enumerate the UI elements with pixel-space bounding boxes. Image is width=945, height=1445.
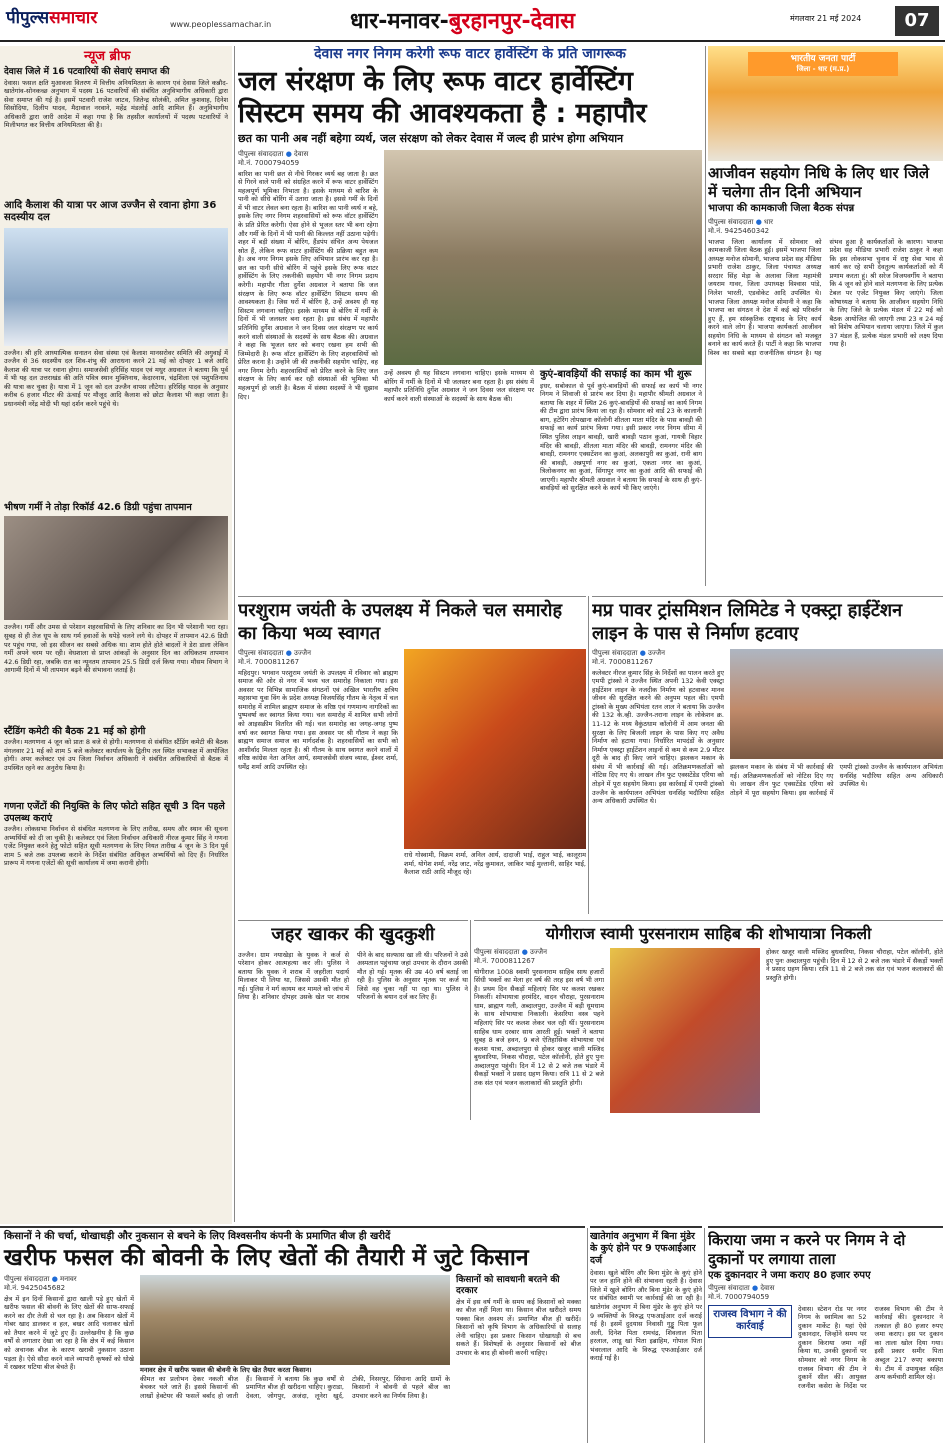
bjp-body: भाजपा जिला कार्यालय में सोमवार को कामकाजी जिला बैठक हुई। इसमें भाजपा जिला अध्यक्ष मनोज सोमानी, भाजपा प्रदेश सह मीडिया प्रभारी राजेश ठाकुर, जिला पंचायत अध्यक्ष सरदार सिंह मेड़ा के अलावा जिला महामंत्री जयराम गावर, जिला उपाध्यक्ष विश्वास पांडे, निलेश भारती, एडवोकेट आदि उपस्थित थे। भाजपा जिला अध्यक्ष मनोज सोमानी ने कहा कि भाजपा का संगठन ने देश में कई बड़े परिवर्तन हुए हैं, हम सांस्कृतिक राष्ट्रवाद के लिए कार्य करने वाले लोग हैं। भाजपा कार्यकर्ता आजीवन सहयोग निधि के माध्यम से संगठन को मजबूत बनाने का कार्य करते हैं। पार्टी ने कहा कि भाजपा विश्व का सबसे बड़ा राजनीतिक संगठन है। यह संभव हुआ है कार्यकर्ताओं के कारण। भाजपा प्रदेश सह मीडिया प्रभारी राजेश ठाकुर ने कहा कि इस लोकसभा चुनाव में राष्ट्र सेवा भाव से कार्य कर रहे सभी देवतुल्य कार्यकर्ताओं को मैं प्रणाम करता हूं। श्री सरेज विजयवर्गीय ने बताया कि 4 जून को होने वाले मतगणना के लिए प्रत्येक टेबल पर एजेंट नियुक्त किए जाएंगे। जिला कोषाध्यक्ष ने बताया कि आजीवन सहयोग निधि के लिए जिले के प्रत्येक मंडल में 22 मई को बैठक आयोजित की जाएगी तथा 23 व 24 मई को विशेष अभियान चलाया जाएगा। जिले में कुल 37 मंडल हैं, प्रत्येक मंडल प्रभारी को लक्ष्य दिया गया है। bbox=[708, 237, 943, 358]
parshuram-story bbox=[238, 596, 586, 914]
suicide-headline: जहर खाकर की खुदकुशी bbox=[271, 924, 435, 945]
lead-body-cont: उन्हें अवश्य ही यह सिस्टम लगवाना चाहिए। इसके माध्यम से बोरिंग में गर्मी के दिनों में भी जलस्तर बना रहता है। इस संबंध में महापौर प्रतिनिधि दुर्गेश अग्रवाल ने जन दिवस जल संरक्षण पर कार्य करने वाली संस्थाओं के सदस्यों के साथ बैठक की। bbox=[384, 369, 534, 403]
building-demolition-photo bbox=[730, 649, 943, 759]
lead-kicker: देवास नगर निगम करेगी रूफ वाटर हार्वेस्टिंग के प्रति जागरूक bbox=[314, 46, 626, 62]
yogiraj-body-cont: होकर खजूर वाली मस्जिद बुधवारिया, निकस चौराहा, पटेल कॉलोनी, होते हुए पुनः अब्दालपुरा पहुंची। दिन में 12 से 2 बजे तक भंडारे में सैकड़ों भक्तों ने प्रसाद ग्रहण किया। रात्रि 11 से 2 बजे तक संत एवं भजन कलाकारों की प्रस्तुति होगी। bbox=[766, 948, 943, 982]
revenue-dept-box: राजस्व विभाग ने की कार्रवाई bbox=[708, 1305, 792, 1338]
farmers-subhead: किसानों को सावधानी बरतने की दरकार bbox=[456, 1275, 560, 1297]
lead-deck: छत का पानी अब नहीं बहेगा व्यर्थ, जल संरक्षण को लेकर देवास में जल्द ही प्रारंभ होगा अभियान bbox=[238, 132, 624, 146]
lead-headline: जल संरक्षण के लिए रूफ वाटर हार्वेस्टिंग सिस्टम समय की आवश्यकता है : महापौर bbox=[238, 65, 647, 129]
farmers-mobile: मो.नं. 9425045682 bbox=[4, 1283, 66, 1292]
yogiraj-headline: योगीराज स्वामी पुरसनाराम साहिब की शोभायात्रा निकली bbox=[545, 924, 872, 943]
yogiraj-mobile: मो.नं. 7000811267 bbox=[474, 956, 536, 965]
lead-body-2: इधर, सबोकाल से पूर्व कुएं-बावड़ियों की सफाई का कार्य भी नगर निगम ने शिवाजी से प्रारंभ कर दिया है। महापौर श्रीमती अग्रवाल ने बताया कि शहर में स्थित 26 कुएं-बावड़ियों की सफाई का कार्य निगम की टीम द्वारा प्रारंभ किया जा रहा है। सोमवार को वार्ड 23 के कालानी बाग, हटेरिंग तोपखाना कॉलोनी शीतला माता मंदिर के पास बावड़ी की सफाई का कार्य प्रारंभ किया गया। इसी प्रकार नगर निगम सीमा में स्थित पुलिस लाइन बावड़ी, खारी बावड़ी पठान कुआं, गायत्री विहार मंदिर की बावड़ी, शीतला माता मंदिर की बावड़ी, रामनगर मंदिर की बावड़ी, रामनगर एक्सटेंशन का कुआं, अलकापुरी का कुआं, रानी बाग की बावड़ी, अन्नपूर्णा नगर का कुआं, एकता नगर का कुआं, त्रिलोकनगर का कुआं, सिंगापुर नगर का कुआं आदि की सफाई की जाएगी। महापौर श्रीमती अग्रवाल ने बताया कि सफाई के साथ ही कुएं-बावड़ियों को सुरक्षित करने के कार्य भी किए जाएंगे। bbox=[540, 381, 702, 493]
brief-text-5: उज्जैन। लोकसभा निर्वाचन से संबंधित मतगणना के लिए तारीख, समय और स्थान की सूचना अभ्यर्थियों को दी जा चुकी है। कलेक्टर एवं जिला निर्वाचन अधिकारी नीरज कुमार सिंह ने गणना एजेंट नियुक्त करने हेतु फोटो सहित सूची मतगणना के लिए नियत तारीख 4 जून के 3 दिन पूर्व शाम 5 बजे तक उपलब्ध कराने के निर्देश संबंधित अधिकृत अभ्यर्थियों को दिए हैं। निर्धारित प्रारूप में गणना एजेंटों की सूची कार्यालय में जमा करानी होगी। bbox=[4, 825, 228, 868]
brief-text-1: देवास। फसल क्षति मुआवजा वितरण में वित्तीय अनियमितता के कारण एवं देवास जिले कन्नौद-खातेगांव-सोनकच्छ अनुभाग में पदस्थ 16 पटवारियों की संबंधित अनुविभागीय अधिकारी द्वारा सेवा समाप्त की गई है। इसमें पटवारी राजेश जाटव, जितेन्द्र सोलंकी, अमित कुशवाह, दिनेश सिसोदिया, दिलीप यादव, मैदावाल नरवाने, महेंद्र मंडलोई आदि शामिल हैं। अनुविभागीय अधिकारी द्वारा जारी आदेश में कहा गया है कि तहसील कार्यालयों में पदस्थ पटवारियों ने मिलीभगत कर वित्तीय अनियमितता की है। bbox=[4, 78, 228, 130]
brief-headline-5: गणना एजेंटों की नियुक्ति के लिए फोटो सहित सूची 3 दिन पहले उपलब्ध कराएं bbox=[4, 801, 225, 825]
bjp-mobile: मो.नं. 9425460342 bbox=[708, 226, 770, 235]
yogiraj-byline: पीपुल्स संवाददाता ● उज्जैन bbox=[474, 948, 547, 956]
bore-well-story bbox=[590, 1226, 702, 1443]
brief-headline-2: आदि कैलाश की यात्रा पर आज उज्जैन से रवाना होगा 36 सदस्यीय दल bbox=[4, 199, 217, 223]
farmers-body-2: कीमत का प्रलोभन देकर नकली बीज बेचकर चले जाते हैं। इससे किसानों की लाखों हेक्टेयर की फसलें बर्बाद हो जाती हैं। किसानों ने बताया कि कुछ वर्षों से प्रमाणित बीज ही खरीदना चाहिए। कुराडा, देवला, जोगपुर, अजंदा, लूनेरा खुर्द, टोकी, निसरपुर, सिंघाना आदि ग्रामों के किसानों ने बोवनी से पहले बीज का उपचार करने का निर्णय लिया है। bbox=[140, 1374, 450, 1400]
news-brief-label: न्यूज ब्रीफ bbox=[84, 49, 131, 64]
farmers-headline: खरीफ फसल की बोवनी के लिए खेतों की तैयारी में जुटे किसान bbox=[4, 1244, 529, 1271]
issue-date: मंगलवार 21 मई 2024 bbox=[790, 14, 862, 23]
brief-headline-4: स्टैंडिंग कमेटी की बैठक 21 मई को होगी bbox=[4, 726, 146, 738]
edition-title: धार-मनावर-बुरहानपुर-देवास bbox=[350, 9, 576, 34]
website-link[interactable]: www.peoplessamachar.in bbox=[170, 20, 272, 29]
rent-headline: किराया जमा न करने पर निगम ने दो दुकानों पर लगाया ताला bbox=[708, 1231, 906, 1268]
parshuram-headline: परशुराम जयंती के उपलक्ष्य में निकले चल समारोह का किया भव्य स्वागत bbox=[238, 600, 563, 644]
bjp-deck: भाजपा की कामकाजी जिला बैठक संपन्न bbox=[708, 202, 855, 214]
farmers-story bbox=[0, 1226, 585, 1443]
transmission-mobile: मो.नं. 7000811267 bbox=[592, 657, 654, 666]
suicide-story bbox=[238, 920, 468, 1120]
parshuram-body: महिदपुर। भगवान परशुराम जयंती के उपलक्ष्य में रविवार को ब्राह्मण समाज की ओर से नगर में भव्य चल समारोह निकाला गया। इस अवसर पर विभिन्न सामाजिक संगठनों एवं अखिल भारतीय क्षत्रिय महासभा युवा विंग के प्रदेश अध्यक्ष विजयसिंह गौतम के नेतृत्व में चल समारोह में शामिल ब्राह्मण समाज के वरिष्ठ एवं गणमान्य नागरिकों का पुष्पवर्षा कर स्वागत किया गया। चल समारोह में शामिल सभी लोगों को आइसक्रीम वितरित की गई। चल समारोह का जगह-जगह पुष्प वर्षा कर स्वागत किया गया। इस अवसर पर श्री गौतम ने कहा कि ब्राह्मण समाज समाज का मार्गदर्शक है। शहरवासियों का सभी को आशीर्वाद मिलता रहता है। श्री गौतम के साथ स्वागत करने वालों में वरिष्ठ कांग्रेस नेता अनिल आर्य, समाजसेवी संजय व्यास, ईश्वर शर्मा, धर्मेंद्र शर्मा आदि उपस्थित रहे। bbox=[238, 668, 398, 771]
parshuram-byline: पीपुल्स संवाददाता ● उज्जैन bbox=[238, 649, 311, 657]
parshuram-caption: राधे गोस्वामी, विक्रम शर्मा, अनिल आर्य, दादाजी भाई, राहुल भाई, कालूराम शर्मा, योगेश शर्मा, नरेंद्र जाट, नरेंद्र कुमावत, जाकिर भाई मुल्तानी, साहिर भाई, कैलाश राठी आदि मौजूद रहे। bbox=[404, 851, 586, 877]
lead-byline: पीपुल्स संवाददाता ● देवास bbox=[238, 150, 309, 159]
brief-text-2: उज्जैन। श्री हरि आध्यात्मिक सनातन सेवा संस्था एवं कैलाश मानसरोवर समिति की अगुवाई में उज्जैन से 36 सदस्यीय दल शिव-शंभु की आराधना करने 21 मई को दोपहर 1 बजे आदि कैलाश की यात्रा पर रवाना होगा। समाजसेवी हरिसिंह यादव एवं मधुर अग्रवाल ने बताया कि पूर्व में भी यह दल उत्तराखंड की अति पवित्र स्थान मुक्तिनाथ, केदारनाथ, चंद्रशिला एवं पशुपतिनाथ की यात्रा कर चुका है। यात्रा में 1 जून को दल उज्जैन वापस लौटेगा। हरिसिंह यादव के अनुसार करीब 6 हजार मीटर की ऊंचाई पर मौजूद आदि कैलाश को छोटा कैलाश भी कहा जाता है। प्रधानमंत्री नरेंद्र मोदी भी यहां दर्शन करने पहुंचे थे। bbox=[4, 348, 228, 408]
farmers-caption: मनावर क्षेत्र में खरीफ फसल की बोवनी के लिए खेत तैयार करता किसान। bbox=[140, 1366, 312, 1375]
lead-story bbox=[238, 46, 702, 586]
suicide-body: उज्जैन। ग्राम नयाखेड़ा के युवक ने कर्ज से परेशान होकर आत्महत्या कर ली। पुलिस ने बताया कि युवक ने शराब में जहरीला पदार्थ मिलाकर पी लिया था, जिससे उसकी मौत हो गई। पुलिस ने मर्ग कायम कर मामले को जांच में लिया है। शनिवार दोपहर उसके खेत पर शराब पीने के बाद सल्फास खा ली थी। परिजनों ने उसे अस्पताल पहुंचाया जहां उपचार के दौरान उसकी मौत हो गई। मृतक की उम्र 40 वर्ष बताई जा रही है। पुलिस के अनुसार मृतक पर कर्ज था जिसे वह चुका नहीं पा रहा था। पुलिस ने परिजनों के बयान दर्ज कर लिए हैं। bbox=[238, 950, 468, 1002]
bjp-headline: आजीवन सहयोग निधि के लिए धार जिले में चलेगा तीन दिनी अभियान bbox=[708, 164, 930, 201]
brief-headline-1: देवास जिले में 16 पटवारियों की सेवाएं समाप्त की bbox=[4, 67, 170, 78]
brief-text-3: उज्जैन। गर्मी और उमस से परेशान शहरवासियों के लिए शनिवार का दिन भी परेशानी भरा रहा। सुबह से ही तेज धूप के साथ गर्म हवाओं के थपेड़े चलने लगे थे। दोपहर में तापमान 42.6 डिग्री पर पहुंच गया, जो इस सीजन का सबसे अधिक था। शाम होते होते बादलों ने डेरा डाला लेकिन गर्मी अपने चरम पर रही। वेधशाला से प्राप्त आंकड़ों के अनुसार दिन का अधिकतम तापमान 42.6 डिग्री रहा, जबकि रात का न्यूनतम तापमान 25.5 डिग्री दर्ज किया गया। मौसम विभाग ने आगामी दिनों में भी तापमान बढ़ने की संभावना जताई है। bbox=[4, 623, 228, 675]
transmission-headline: मप्र पावर ट्रांसमिशन लिमिटेड ने एक्स्ट्रा हाईटेंशन लाइन के पास से निर्माण हटवाए bbox=[592, 600, 903, 644]
brief-text-4: उज्जैन। मतगणना 4 जून को प्रातः 8 बजे से होगी। मतगणना से संबंधित स्टैंडिंग कमेटी की बैठक मंगलवार 21 मई को शाम 5 बजे कलेक्टर कार्यालय के द्वितीय तल स्थित सभाकक्ष में आयोजित होगी। अपर कलेक्टर एवं उप जिला निर्वाचन अधिकारी ने संबंधित अधिकारियों से बैठक में उपस्थित रहने का अनुरोध किया है। bbox=[4, 738, 228, 772]
tractor-field-photo bbox=[140, 1275, 450, 1365]
farmers-kicker: किसानों ने की चर्चा, धोखाधड़ी और नुकसान से बचने के लिए विश्वसनीय कंपनी के प्रमाणित बीज ही खरीदें bbox=[4, 1231, 391, 1242]
masthead bbox=[0, 0, 945, 42]
newspaper-logo[interactable]: पीपुल्ससमाचार bbox=[6, 8, 98, 28]
farmers-body: क्षेत्र में इन दिनों किसानों द्वारा खाली पड़े हुए खेतों में खरीफ फसल की बोवनी के लिए खेतों की साफ-सफाई करने का दौर तेजी से चल रहा है। अब किसान खेतों में गोबर खाद डालकर व हल, बखर आदि चलाकर खेतों को तैयार करने में जुटे हुए हैं। उल्लेखनीय है कि कुछ वर्षों से लगातार देखा जा रहा है कि क्षेत्र में कई किसान को अचानक बीज के कारण खराबी नुकसान उठाना पड़ता है। ऐसे सौदा करने वाले व्यापारी कृषकों को धोखे में रखकर घटिया बीज बेचते हैं। bbox=[4, 1294, 134, 1372]
bjp-banner: भारतीय जनता पार्टी जिला - धार (म.प्र.) bbox=[748, 52, 898, 76]
shobhayatra-photo bbox=[610, 948, 760, 1113]
heatwave-traffic-photo bbox=[4, 516, 228, 620]
lead-body: बारिश का पानी छत से नीचे गिरकर व्यर्थ बह जाता है। छत से गिरने वाले पानी को संग्रहित करने में रूफ वाटर हार्वेस्टिंग महत्वपूर्ण भूमिका निभाता है। इसके माध्यम से बारिश के पानी को सीधे बोरिंग में उतारा जाता है। इससे गर्मी के दिनों में भी वाटर लेवल बना रहता है। बारिश का पानी व्यर्थ न बहे, इसके लिए नगर निगम शहरवासियों को रूफ वॉटर हार्वेस्टिंग के प्रति प्रेरित करेगी। ऐसा होने से भूजल स्तर भी बना रहेगा और गर्मी के दिनों में भी पानी की किल्लत नहीं उठाना पड़ेगी। शहर में बड़ी संख्या में बोरिंग, हैंडपंप संचित अन्य पेयजल स्रोत हैं, लेकिन रूफ वाटर हार्वेस्टिंग की प्रक्रिया बहुत कम है। अब नगर निगम इसके लिए अभियान प्रारंभ कर रहा है। छत का पानी सीधे बोरिंग में पहुंचे इसके लिए रूफ वाटर हार्वेस्टिंग के लिए तकनीकी सहयोग भी नगर निगम प्रदाय करेगी। महापौर गीता दुर्गेश अग्रवाल ने बताया कि जल संरक्षण के लिए रूफ वॉटर हार्वेस्टिंग सिस्टम समय की आवश्यकता है। जिस घरों में बोरिंग है, उन्हें अवश्य ही यह सिस्टम लगवाना चाहिए। इसके माध्यम से बोरिंग में गर्मी के दिनों में भी जलस्तर बना रहता है। इस संबंध में महापौर प्रतिनिधि दुर्गेश अग्रवाल ने जन दिवस जल संरक्षण पर कार्य करने वाली संस्थाओं के सदस्यों के साथ बैठक की। अग्रवाल ने कहा कि भूजल स्तर को बनाए रखना हम सभी की जिम्मेदारी है। रूफ वॉटर हार्वेस्टिंग के लिए शहरवासियों को प्रेरित करना है। उन्होंने जी की तकनीकी सहयोग चाहिए, वह नगर निगम देगी। शहरवासियों को प्रेरित करने के लिए जल संरक्षण के लिए कार्य कर रही संस्थाओं की भूमिका भी महत्वपूर्ण हो जाती है। बैठक में संस्था सदस्यों ने भी सुझाव दिए। bbox=[238, 169, 378, 401]
page-number: 07 bbox=[895, 6, 939, 36]
farmers-body-3: क्षेत्र में इस वर्ष गर्मी के समय कई किसानों को मक्का का बीज नहीं मिला था। किसान बीज खरीदते समय पक्का बिल अवश्य लें। प्रमाणित बीज ही खरीदें। किसानों को कृषि विभाग के अधिकारियों से सलाह लेनी चाहिए। इस प्रकार किसान धोखाधड़ी से बच सकते हैं। विशेषज्ञों के अनुसार किसानों को बीज उपचार के बाद ही बोवनी करनी चाहिए। bbox=[456, 1297, 581, 1358]
parshuram-mobile: मो.नं. 7000811267 bbox=[238, 657, 300, 666]
brief-headline-3: भीषण गर्मी ने तोड़ा रिकॉर्ड 42.6 डिग्री पहुंचा तापमान bbox=[4, 501, 192, 513]
transmission-story bbox=[592, 596, 943, 914]
news-brief-column bbox=[0, 46, 232, 1224]
rent-mobile: मो.नं. 7000794059 bbox=[708, 1292, 770, 1301]
rent-body: देवास। स्टेशन रोड पर नगर निगम के स्वामित्व का 52 दुकान मार्केट है। यहां ऐसे दुकानदार, जिन्होंने समय पर दुकान किराया जमा नहीं किया था, उनकी दुकानों पर सोमवार को नगर निगम के राजस्व विभाग की टीम ने दुकानें सील कीं। आयुक्त रजनीश कसेरा के निर्देश पर राजस्व विभाग की टीम ने कार्रवाई की। दुकानदार ने तत्काल ही 80 हजार रुपए जमा कराए। इस पर दुकान का ताला खोल दिया गया। इसी प्रकार समीर पिता अब्दुल 217 रुपए बकाया थे। टीम में उपायुक्त सहित अन्य कर्मचारी शामिल रहे। bbox=[798, 1304, 943, 1390]
shop-rent-story bbox=[708, 1226, 943, 1443]
bore-headline: खातेगांव अनुभाग में बिना मुंडेर के कुएं होने पर 9 एफआईआर दर्ज bbox=[590, 1231, 696, 1266]
bjp-meeting-photo bbox=[708, 46, 943, 161]
lead-subhead: कुएं-बावड़ियों की सफाई का काम भी शुरू bbox=[540, 369, 692, 381]
transmission-byline: पीपुल्स संवाददाता ● उज्जैन bbox=[592, 649, 665, 657]
transmission-body: कलेक्टर नीरज कुमार सिंह के निर्देशों का पालन करते हुए एमपी ट्रांस्को ने उज्जैन स्थित अपनी 132 केवी एक्स्ट्रा हाईटेंशन लाइन के नजदीक निर्माण को हटवाकर मानव जीवन की सुरक्षित करने की अनुपम पहल की। एमपी ट्रांस्को के मुख्य अभियंता रतन लाल ने बताया कि उज्जैन की 132 के.व्ही. उज्जैन-तराना लाइन के लोकेशन क्र. 11-12 के मध्य वैकुंठधाम कॉलोनी में आम जनता की सुरक्षा के लिए बिजली लाइन के पास किए गए अवैध निर्माण को हटाया गया। निर्धारित मापदंडों के अनुसार निर्माण एक्स्ट्रा हाईटेंशन लाइनों से कम से कम 2.9 मीटर दूरी के बाद ही किए जाने चाहिए। झलकन मकान के संबंध में भी कार्रवाई की गई। अतिक्रमणकर्ताओं को नोटिस दिए गए थे। लाखन तीन फुट एक्सटेंडेड एरिया को तोड़ने में पूरा सहयोग किया। इस कार्रवाई में एमपी ट्रांस्को उज्जैन के कार्यपालन अभियंता धनसिंह भदौरिया सहित अन्य अधिकारी उपस्थित थे। bbox=[592, 668, 724, 806]
drain-cleaning-photo bbox=[384, 150, 702, 365]
trishul-mountain-photo bbox=[4, 228, 228, 346]
bjp-story bbox=[708, 46, 943, 586]
bore-body: देवास। खुले बोरिंग और बिना मुंडेर के कुएं होने पर जन हानि होने की संभावना रहती है। देवास जिले में खुले बोरिंग और बिना मुंडेर के कुएं होने पर संबंधित स्वामी पर कार्रवाई की जा रही है। खातेगांव अनुभाग में बिना मुंडेर के कुएं होने पर 9 व्यक्तियों के विरुद्ध एफआईआर दर्ज कराई गई है। इसमें दुदयास निवासी गुड्डू पिता फूल अली, दिनेश पिता रामचंद्र, शिवलाल पिता हरलाल, लाडू खां पिता इब्राहिम, गोपाल पिता भंवरलाल आदि के विरुद्ध एफआईआर दर्ज कराई गई है। bbox=[590, 1268, 702, 1363]
bjp-byline: पीपुल्स संवाददाता ● धार bbox=[708, 218, 774, 226]
lead-mobile: मो.नं. 7000794059 bbox=[238, 158, 300, 167]
farmers-byline: पीपुल्स संवाददाता ● मनावर bbox=[4, 1275, 77, 1284]
transmission-body-cont: झलकन मकान के संबंध में भी कार्रवाई की गई। अतिक्रमणकर्ताओं को नोटिस दिए गए थे। लाखन तीन फुट एक्सटेंडेड एरिया को तोड़ने में पूरा सहयोग किया। इस कार्रवाई में एमपी ट्रांस्को उज्जैन के कार्यपालन अभियंता धनसिंह भदौरिया सहित अन्य अधिकारी उपस्थित थे। bbox=[730, 763, 943, 797]
procession-photo bbox=[404, 649, 586, 849]
yogiraj-body: योगीराज 1008 स्वामी पुरसनाराम साहिब साथ हजारों सिंधी भक्तों का मेला हर वर्ष की तरह इस वर्ष भी लगा है। प्रथम दिन सैकड़ों महिलाएं सिर पर कलश रखकर निकलीं। शोभायात्रा हरमंदिर, वादन चौराहा, पुरसनाराम धाम, ब्राह्मण गली, अब्दालपुरा, उज्जैन में बड़ी धूमधाम के साथ शोभायात्रा निकाली। केसरिया वस्त्र पहने महिलाएं सिर पर कलश लेकर चल रही थीं। पुरसनाराम साहिब धाम दरबार साथ आरती हुई। भक्तों ने बताया सुबह 8 बजे हवन, 9 बजे ऐतिहासिक शोभायात्रा एवं कलश यात्रा, अब्दालपुरा से होकर खजूर वाली मस्जिद बुधवारिया, निकस चौराहा, पटेल कॉलोनी, होते हुए पुनः अब्दालपुरा पहुंची। दिन में 12 से 2 बजे तक भंडारे में सैकड़ों भक्तों ने प्रसाद ग्रहण किया। रात्रि 11 से 2 बजे तक संत एवं भजन कलाकारों की प्रस्तुति होगी। bbox=[474, 967, 604, 1088]
rent-byline: पीपुल्स संवादाता ● देवास bbox=[708, 1284, 775, 1292]
yogiraj-story bbox=[474, 920, 943, 1120]
rent-deck: एक दुकानदार ने जमा कराए 80 हजार रुपए bbox=[708, 1269, 871, 1281]
